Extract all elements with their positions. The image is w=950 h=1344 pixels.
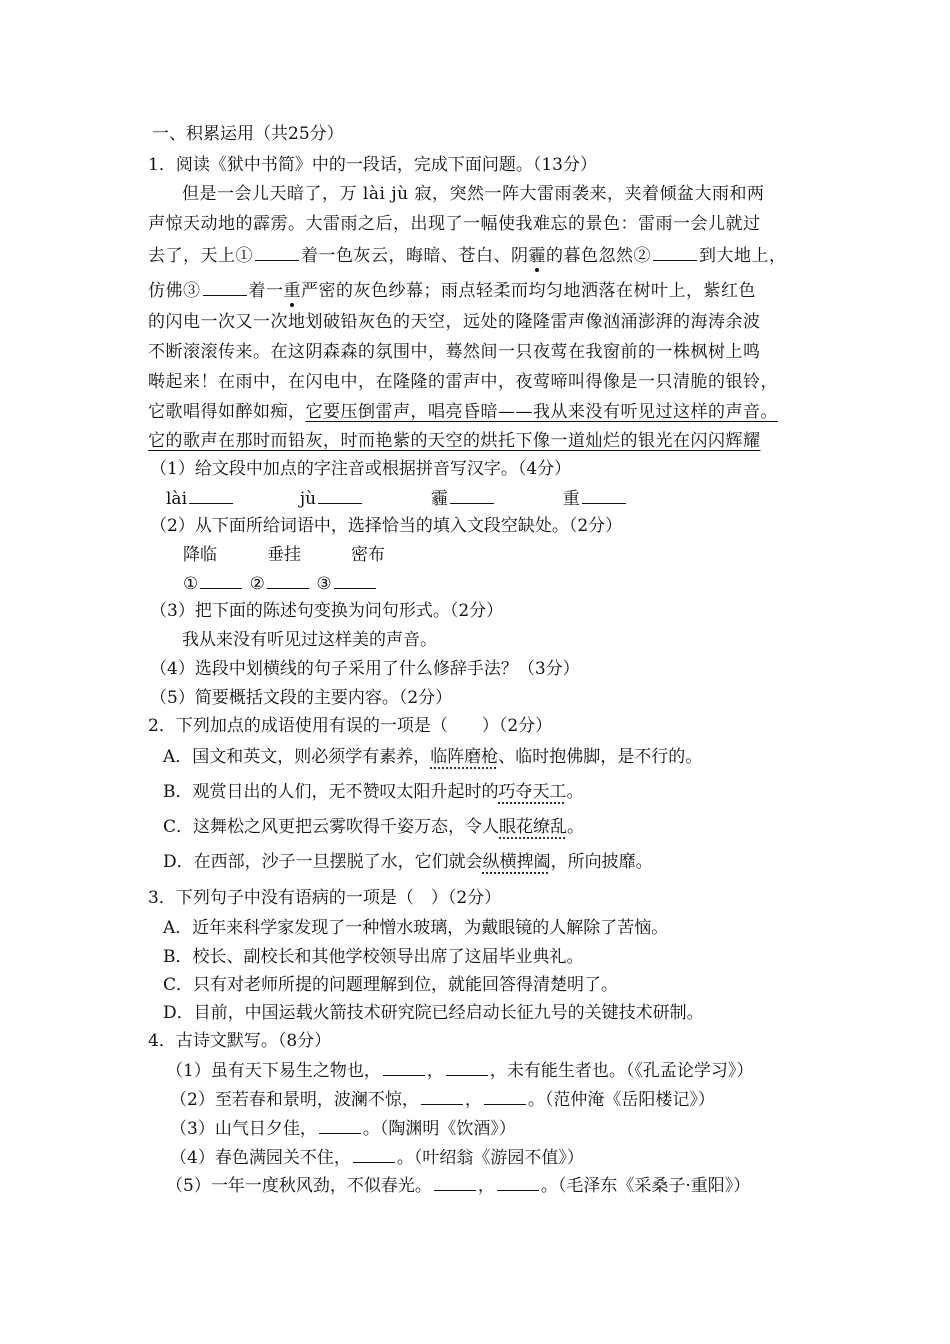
q1-sub-3-sentence: 我从来没有听见过这样美的声音。	[182, 630, 437, 650]
underlined-sentence-1: 它要压倒雷声，唱亮昏暗——我从来没有听见过这样的声音。	[305, 402, 778, 422]
poem-blank-1b[interactable]	[446, 1060, 488, 1076]
underlined-sentence-2: 它的歌声在那时而铅灰，时而艳紫的天空的烘托下像一道灿烂的银光在闪闪辉耀	[148, 431, 761, 451]
q2-title: 2．下列加点的成语使用有误的一项是（ ）（2分）	[148, 716, 553, 736]
section-heading: 一、积累运用（共25分）	[152, 124, 344, 144]
choice-blank-1[interactable]	[200, 573, 242, 589]
q3-option-d[interactable]: D．目前，中国运载火箭技术研究院已经启动长征九号的关键技术研制。	[163, 1003, 704, 1023]
q1-passage-line-1: 但是一会儿天暗了，万 lài jù 寂，突然一阵大雷雨袭来，夹着倾盆大雨和两	[182, 184, 765, 204]
choice-blank-2[interactable]	[267, 573, 309, 589]
idiom-b: 巧夺天工	[498, 782, 567, 802]
poem-blank-5a[interactable]	[434, 1175, 476, 1191]
q4-line-1: （1）虽有天下易生之物也， ， ，未有能生者也。（《孔孟论学习》）	[166, 1061, 754, 1081]
q1-passage-line-5: 的闪电一次又一次地划破铅灰色的天空，远处的隆隆雷声像汹涌澎湃的海涛余波	[148, 312, 761, 332]
answer-lai[interactable]	[189, 488, 233, 504]
poem-blank-1a[interactable]	[383, 1060, 425, 1076]
q2-option-b[interactable]: B．观赏日出的人们，无不赞叹太阳升起时的巧夺天工。	[163, 782, 584, 802]
q1-sub-3: （3）把下面的陈述句变换为问句形式。（2分）	[150, 601, 504, 621]
idiom-d: 纵横捭阖	[482, 852, 551, 872]
q1-passage-line-2: 声惊天动地的霹雳。大雷雨之后，出现了一幅使我难忘的景色：雷雨一会儿就过	[148, 214, 761, 234]
q1-sub-1: （1）给文段中加点的字注音或根据拼音写汉字。（4分）	[150, 459, 572, 479]
q3-option-b[interactable]: B．校长、副校长和其他学校领导出席了这届毕业典礼。	[163, 947, 584, 967]
answer-chong[interactable]	[582, 488, 626, 504]
idiom-c: 眼花缭乱	[499, 817, 568, 837]
idiom-a: 临阵磨枪	[430, 747, 499, 767]
answer-mai[interactable]	[450, 488, 494, 504]
q1-sub-4: （4）选段中划横线的句子采用了什么修辞手法？（3分）	[150, 659, 580, 679]
q2-option-a[interactable]: A．国文和英文，则必须学有素养，临阵磨枪、临时抱佛脚，是不行的。	[163, 747, 703, 767]
q1-sub-2-words: 降临 垂挂 密布	[183, 545, 385, 565]
q1-title: 1．阅读《狱中书简》中的一段话，完成下面问题。（13分）	[148, 155, 597, 175]
poem-blank-2b[interactable]	[484, 1089, 526, 1105]
q4-title: 4．古诗文默写。（8分）	[148, 1031, 332, 1051]
q3-option-c[interactable]: C．只有对老师所提的问题理解到位，就能回答得清楚明了。	[163, 975, 619, 995]
blank-1[interactable]	[255, 245, 299, 261]
q3-title: 3．下列句子中没有语病的一项是（ ）（2分）	[148, 888, 502, 908]
dotted-char-mai: 霾	[528, 246, 546, 266]
q1-passage-line-3: 去了，天上① 着一色灰云，晦暗、苍白、阴霾的暮色忽然② 到大地上，	[148, 246, 787, 266]
q2-option-c[interactable]: C．这舞松之风更把云雾吹得千姿万态，令人眼花缭乱。	[163, 817, 585, 837]
q1-passage-line-4: 仿佛③ 着一重严密的灰色纱幕；雨点轻柔而均匀地洒落在树叶上，紫红色	[148, 281, 756, 301]
q1-sub-5: （5）简要概括文段的主要内容。（2分）	[150, 688, 453, 708]
answer-ju[interactable]	[318, 488, 362, 504]
q2-option-d[interactable]: D．在西部，沙子一旦摆脱了水，它们就会纵横捭阖，所向披靡。	[163, 852, 653, 872]
q1-passage-line-8: 它歌唱得如醉如痴，它要压倒雷声，唱亮昏暗——我从来没有听见过这样的声音。	[148, 402, 778, 422]
q4-line-5: （5）一年一度秋风劲，不似春光。 ， 。（毛泽东《采桑子·重阳》）	[166, 1176, 751, 1196]
q1-passage-line-7: 啭起来！在雨中，在闪电中，在隆隆的雷声中，夜莺啼叫得像是一只清脆的银铃，	[148, 372, 778, 392]
poem-blank-2a[interactable]	[421, 1089, 463, 1105]
q4-line-3: （3）山气日夕佳， 。（陶渊明《饮酒》）	[170, 1119, 516, 1139]
q1-sub-2-blanks: ① ② ③	[183, 573, 378, 594]
poem-blank-5b[interactable]	[497, 1175, 539, 1191]
q4-line-4: （4）春色满园关不住， 。（叶绍翁《游园不值》）	[170, 1148, 584, 1168]
poem-blank-4[interactable]	[353, 1147, 395, 1163]
dotted-char-chong: 重	[283, 281, 301, 301]
q1-passage-line-6: 不断滚滚传来。在这阴森森的氛围中，蓦然间一只夜莺在我窗前的一株枫树上鸣	[148, 342, 761, 362]
blank-3[interactable]	[203, 280, 247, 296]
choice-blank-3[interactable]	[334, 573, 376, 589]
q1-sub-1-answers: lài jù 霾 重	[166, 488, 628, 509]
q1-sub-2: （2）从下面所给词语中，选择恰当的填入文段空缺处。（2分）	[150, 516, 623, 536]
blank-2[interactable]	[653, 245, 697, 261]
q4-line-2: （2）至若春和景明，波澜不惊， ， 。（范仲淹《岳阳楼记》）	[170, 1090, 715, 1110]
poem-blank-3[interactable]	[319, 1118, 361, 1134]
q3-option-a[interactable]: A．近年来科学家发现了一种憎水玻璃，为戴眼镜的人解除了苦恼。	[163, 918, 669, 938]
